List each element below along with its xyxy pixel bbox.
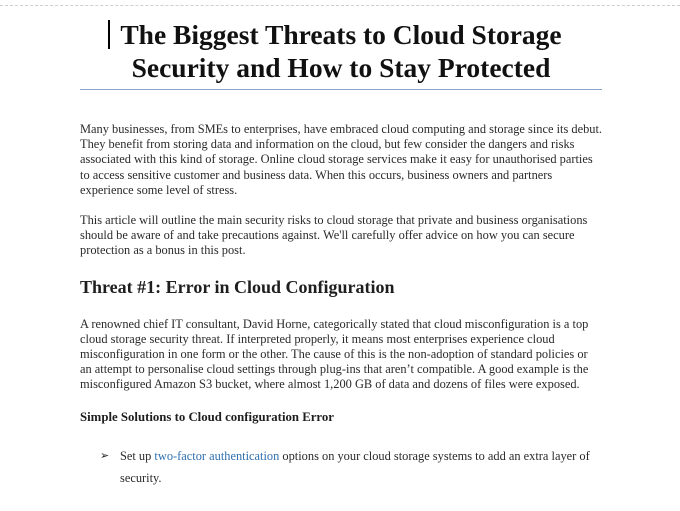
title-underline [80,89,602,90]
two-factor-authentication-link[interactable]: two-factor authentication [154,448,280,463]
arrow-bullet-icon: ➢ [100,449,110,462]
bullet-1-suffix: options on your cloud storage systems to add an extra layer of security. [120,448,590,485]
document-page [80,0,602,497]
document-title[interactable] [80,18,602,84]
solutions-list [80,445,602,497]
bullet-1-prefix: Set up [120,448,155,463]
threat-1-heading: Threat #1: Error in Cloud Configuration [80,276,395,297]
title-line-2: Security and How to Stay Protected [131,52,551,83]
list-item [80,445,602,489]
outline-paragraph: This article will outline the main security risks to cloud storage that private and business organisations should be aware of and take precautions against. We'll carefully offer advice on how you can secure protection as a bonus in this post. [80,213,588,258]
threat-1-paragraph: A renowned chief IT consultant, David Horne, categorically stated that cloud misconfiguration is a top cloud storage security threat. If interpreted properly, it means most enterprises experience cloud misconfiguration in one form or the other. The cause of this is the non-adoption of standard policies or an attempt to personalise cloud settings through plug-ins that aren’t compatible. A good example is the misconfigured Amazon S3 bucket, where almost 1,200 GB of data and dozens of files were exposed. [80,316,589,392]
list-item-cutoff [80,489,602,497]
title-line-1: The Biggest Threats to Cloud Storage [120,19,562,50]
text-cursor [108,20,110,49]
intro-paragraph: Many businesses, from SMEs to enterprises, have embraced cloud computing and storage since its debut. They benefit from storing data and information on the cloud, but few consider the dangers and risks associated with this kind of storage. Online cloud storage services make it easy for unauthorised parties to access sensitive customer and business data. When this occurs, business owners and partners experience some level of stress. [80,122,603,197]
solutions-heading: Simple Solutions to Cloud configuration Error [80,409,334,424]
